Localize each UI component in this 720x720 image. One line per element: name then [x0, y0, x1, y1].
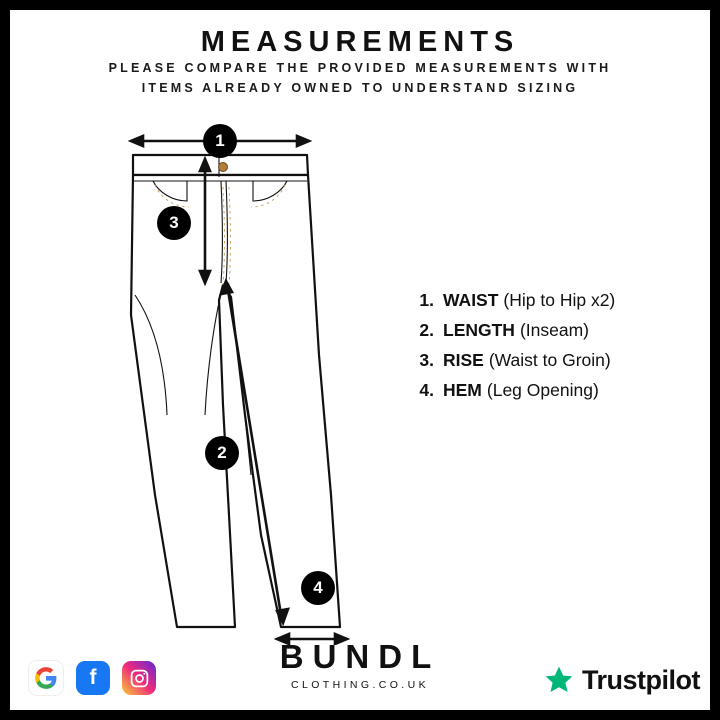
legend-number: 3.	[419, 350, 434, 370]
marker-3: 3	[157, 206, 191, 240]
trustpilot-badge[interactable]	[543, 664, 700, 696]
measurement-legend	[408, 290, 698, 410]
trustpilot-label: Trustpilot	[582, 664, 700, 695]
legend-item-hem	[408, 380, 698, 401]
legend-label: WAIST	[443, 290, 499, 310]
page-title: MEASUREMENTS	[200, 26, 520, 58]
legend-detail: (Waist to Groin)	[488, 350, 611, 370]
jeans-diagram	[95, 115, 415, 645]
legend-detail: (Hip to Hip x2)	[503, 290, 616, 310]
legend-item-waist	[408, 290, 698, 311]
marker-2: 2	[205, 436, 239, 470]
google-icon[interactable]	[28, 660, 64, 696]
brand-domain: CLOTHING.CO.UK	[290, 679, 430, 691]
legend-label: LENGTH	[443, 320, 515, 340]
social-links	[28, 660, 156, 696]
legend-number: 2.	[419, 320, 434, 340]
legend-label: RISE	[443, 350, 484, 370]
subtitle-line-2: ITEMS ALREADY OWNED TO UNDERSTAND SIZING	[141, 81, 579, 95]
legend-number: 4.	[419, 380, 434, 400]
brand-name: BUNDL	[279, 638, 441, 675]
button-rivet	[219, 163, 228, 172]
facebook-icon[interactable]: f	[76, 661, 110, 695]
google-glyph	[33, 665, 59, 691]
legend-number: 1.	[419, 290, 434, 310]
card-inner	[10, 10, 710, 710]
marker-1: 1	[203, 124, 237, 158]
legend-detail: (Leg Opening)	[486, 380, 599, 400]
legend-item-rise	[408, 350, 698, 371]
instagram-icon[interactable]	[122, 661, 156, 695]
jeans-svg	[95, 115, 415, 645]
page-subtitle	[10, 58, 710, 98]
legend-item-length	[408, 320, 698, 341]
legend-label: HEM	[443, 380, 482, 400]
marker-4: 4	[301, 571, 335, 605]
legend-detail: (Inseam)	[519, 320, 589, 340]
instagram-glyph	[129, 668, 150, 689]
trustpilot-star-icon	[543, 664, 575, 696]
subtitle-line-1: PLEASE COMPARE THE PROVIDED MEASUREMENTS WITH	[108, 61, 612, 75]
